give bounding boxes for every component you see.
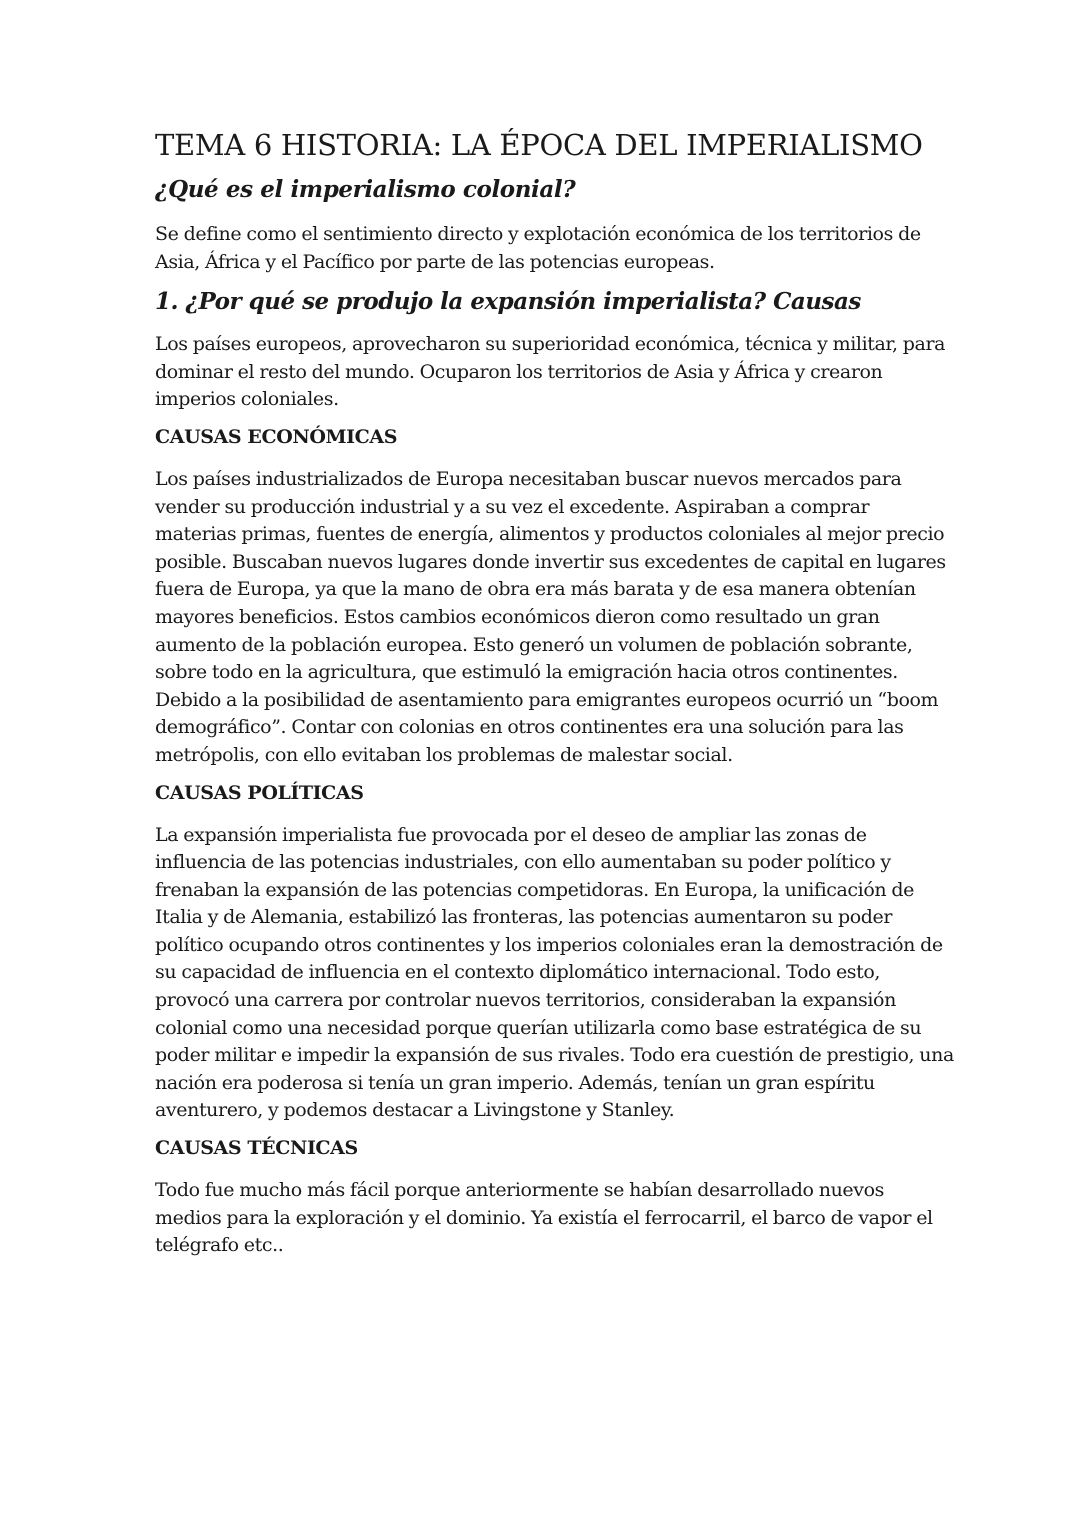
document-page [155, 128, 955, 1272]
section1-paragraph: Los países europeos, aprovecharon su superioridad económica, técnica y militar, para dominar el resto del mundo. Ocuparon los territorios de Asia y África y crearon imperios coloniales. [155, 333, 946, 411]
causes-technical [155, 1137, 955, 1260]
document-title: TEMA 6 HISTORIA: LA ÉPOCA DEL IMPERIALISMO [155, 128, 923, 162]
causes-political-heading: CAUSAS POLÍTICAS [155, 781, 364, 804]
causes-economic-paragraph: Los países industrializados de Europa necesitaban buscar nuevos mercados para vender su producción industrial y a su vez el excedente. Aspiraban a comprar materias primas, fuentes de energía, alimentos y productos coloniales al mejor precio posible. Buscaban nuevos lugares donde invertir sus excedentes de capital en lugares fuera de Europa, ya que la mano de obra era más barata y de esa manera obtenían mayores beneficios. Estos cambios económicos dieron como resultado un gran aumento de la población europea. Esto generó un volumen de población sobrante, sobre todo en la agricultura, que estimuló la emigración hacia otros continentes. Debido a la posibilidad de asentamiento para emigrantes europeos ocurrió un “boom demográfico”. Contar con colonias en otros continentes era una solución para las metrópolis, con ello evitaban los problemas de malestar social. [155, 467, 946, 766]
intro-paragraph: Se define como el sentimiento directo y explotación económica de los territorios de Asia, África y el Pacífico por parte de las potencias europeas. [155, 223, 921, 273]
section1-heading: 1. ¿Por qué se produjo la expansión imperialista? Causas [155, 288, 861, 316]
causes-political [155, 782, 955, 1126]
causes-economic-heading: CAUSAS ECONÓMICAS [155, 425, 398, 448]
causes-economic [155, 426, 955, 770]
causes-political-paragraph: La expansión imperialista fue provocada por el deseo de ampliar las zonas de influencia de las potencias industriales, con ello aumentaban su poder político y frenaban la expansión de las potencias competidoras. En Europa, la unificación de Italia y de Alemania, estabilizó las fronteras, las potencias aumentaron su poder político ocupando otros continentes y los imperios coloniales eran la demostración de su capacidad de influencia en el contexto diplomático internacional. Todo esto, provocó una carrera por controlar nuevos territorios, consideraban la expansión colonial como una necesidad porque querían utilizarla como base estratégica de su poder militar e impedir la expansión de sus rivales. Todo era cuestión de prestigio, una nación era poderosa si tenía un gran imperio. Además, tenían un gran espíritu aventurero, y podemos destacar a Livingstone y Stanley. [155, 823, 954, 1122]
causes-technical-heading: CAUSAS TÉCNICAS [155, 1137, 358, 1160]
intro-heading: ¿Qué es el imperialismo colonial? [155, 176, 576, 203]
causes-technical-paragraph: Todo fue mucho más fácil porque anteriormente se habían desarrollado nuevos medios para la exploración y el dominio. Ya existía el ferrocarril, el barco de vapor el telégrafo etc.. [155, 1179, 933, 1257]
